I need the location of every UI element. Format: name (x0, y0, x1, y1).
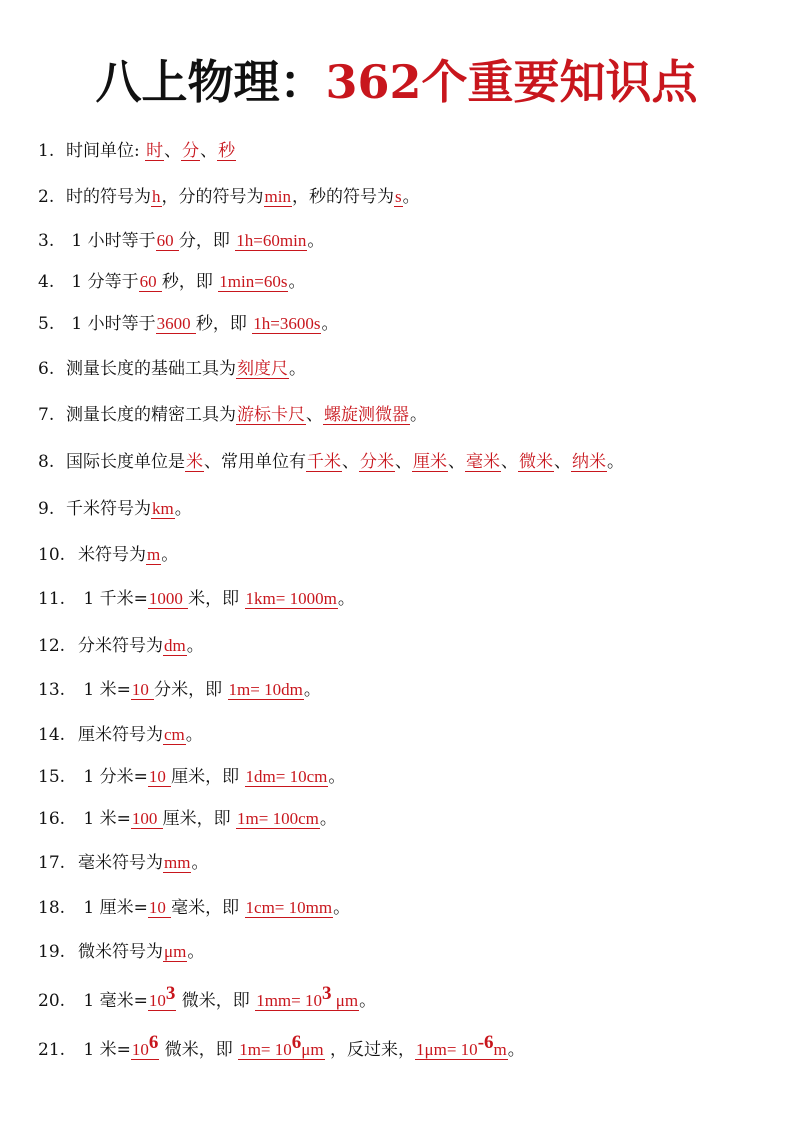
answer-blank (245, 767, 329, 787)
answer-blank (163, 725, 186, 745)
item-text: 千米符号为 (66, 499, 151, 519)
answer-blank (252, 314, 321, 334)
answer-text: 刻度尺 (237, 359, 288, 378)
answer-blank (238, 1032, 324, 1060)
list-item (38, 940, 204, 964)
answer-text: 米 (186, 452, 203, 471)
list-item (38, 403, 427, 427)
item-text: 米，即 (188, 589, 245, 609)
item-text: 。 (187, 942, 205, 962)
answer-blank (264, 187, 292, 207)
list-item (38, 765, 345, 789)
item-text: 。 (307, 231, 325, 251)
answer-text: 1min=60s (219, 272, 288, 291)
answer-text: 微米 (519, 452, 553, 471)
item-text: 。 (319, 809, 337, 829)
item-number: 17. (38, 853, 66, 873)
answer-blank (236, 809, 320, 829)
item-text: 、 (395, 452, 412, 472)
list-item (38, 185, 420, 209)
answer-blank (139, 272, 162, 292)
answer-text: 1m= 10 (239, 1040, 292, 1059)
item-text: 1 米= (78, 680, 131, 700)
item-text: 1 厘米= (78, 898, 148, 918)
item-number: 2. (38, 187, 55, 207)
answer-text: 10 (131, 680, 154, 699)
answer-blank (148, 767, 171, 787)
answer-text: km (152, 499, 174, 518)
answer-blank (359, 452, 395, 472)
item-text: 毫米符号为 (78, 853, 163, 873)
answer-blank (146, 545, 161, 565)
item-number: 6. (38, 359, 55, 379)
answer-text: 1μm= 10 (416, 1040, 478, 1059)
item-text: 、 (164, 141, 182, 161)
answer-exponent: -6 (477, 1032, 494, 1053)
answer-text: s (394, 187, 402, 206)
answer-blank (181, 141, 200, 161)
item-number: 3. (38, 231, 55, 251)
list-item (38, 139, 236, 163)
answer-text: 厘米 (413, 452, 447, 471)
answer-blank (228, 680, 304, 700)
item-text: 1 分米= (78, 767, 148, 787)
item-text: 。 (191, 853, 209, 873)
answer-text: 分 (182, 141, 200, 160)
item-number: 13. (38, 680, 66, 700)
answer-text: 1km= 1000m (245, 589, 337, 608)
item-text: 。 (359, 991, 377, 1011)
answer-blank (323, 405, 410, 425)
answer-exponent: 6 (148, 1032, 159, 1053)
title-highlight: 362个重要知识点 (325, 55, 698, 109)
item-text: 时间单位: (66, 141, 146, 161)
item-text: 毫米，即 (171, 898, 245, 918)
item-text: 厘米符号为 (78, 725, 163, 745)
list-item (38, 357, 306, 381)
item-text: 米符号为 (78, 545, 146, 565)
answer-blank (151, 187, 162, 207)
item-number: 18. (38, 898, 66, 918)
item-number: 7. (38, 405, 55, 425)
item-text: 。 (328, 767, 346, 787)
answer-text: 100 (131, 809, 162, 828)
item-text: 、 (306, 405, 323, 425)
item-text: 。 (402, 187, 420, 207)
item-text: 。 (321, 314, 339, 334)
item-text: 。 (607, 452, 624, 472)
answer-blank (245, 898, 334, 918)
item-text: 。 (507, 1040, 525, 1060)
list-item (38, 229, 324, 253)
item-text: 。 (337, 589, 355, 609)
answer-blank (151, 499, 175, 519)
item-text: 1 小时等于 (66, 231, 156, 251)
item-text: 1 米= (78, 1040, 131, 1060)
item-number: 21. (38, 1040, 66, 1060)
answer-text: 60 (156, 231, 178, 250)
item-number: 11. (38, 589, 66, 609)
list-item (38, 983, 377, 1013)
item-text: 厘米，即 (171, 767, 245, 787)
list-item (38, 543, 178, 567)
answer-unit: m (493, 1040, 507, 1059)
item-text: ，秒的符号为 (291, 187, 394, 207)
item-text: 1 千米= (78, 589, 148, 609)
list-item (38, 1032, 525, 1062)
answer-unit: μm (331, 991, 359, 1010)
answer-blank (163, 853, 191, 873)
answer-blank (156, 231, 179, 251)
item-text: 。 (186, 636, 204, 656)
answer-blank (255, 983, 359, 1011)
item-text: 。 (185, 725, 203, 745)
answer-text: 千米 (307, 452, 341, 471)
item-text: 测量长度的精密工具为 (66, 405, 236, 425)
item-number: 12. (38, 636, 66, 656)
page-title (0, 52, 793, 112)
list-item (38, 497, 192, 521)
answer-text: 1h=60min (236, 231, 307, 250)
item-text: 1 分等于 (66, 272, 139, 292)
answer-blank (148, 983, 177, 1011)
list-item (38, 312, 338, 336)
answer-exponent: 3 (321, 983, 332, 1004)
answer-blank (306, 452, 342, 472)
answer-exponent: 6 (291, 1032, 302, 1053)
answer-text: 1cm= 10mm (245, 898, 333, 917)
item-number: 1. (38, 141, 55, 161)
item-text: 、 (200, 141, 218, 161)
item-text: 1 小时等于 (66, 314, 156, 334)
answer-blank (148, 589, 188, 609)
item-text: 国际长度单位是 (66, 452, 185, 472)
answer-text: 1m= 10dm (228, 680, 303, 699)
answer-text: min (264, 187, 291, 206)
answer-blank (236, 405, 306, 425)
answer-blank (156, 314, 196, 334)
item-text: 厘米，即 (162, 809, 237, 829)
item-number: 5. (38, 314, 55, 334)
item-number: 14. (38, 725, 66, 745)
answer-unit: μm (301, 1040, 324, 1059)
item-number: 20. (38, 991, 66, 1011)
list-item (38, 587, 355, 611)
answer-blank (394, 187, 403, 207)
item-text: 分米，即 (154, 680, 228, 700)
item-text: 、 (342, 452, 359, 472)
title-main: 八上物理： (95, 55, 326, 109)
answer-text: 10 (148, 991, 166, 1010)
answer-text: 1dm= 10cm (245, 767, 328, 786)
item-text: 测量长度的基础工具为 (66, 359, 236, 379)
item-text: 。 (410, 405, 427, 425)
item-number: 9. (38, 499, 55, 519)
item-text: 微米符号为 (78, 942, 163, 962)
item-text: 。 (161, 545, 179, 565)
answer-text: 时 (146, 141, 164, 160)
item-number: 8. (38, 452, 55, 472)
answer-blank (465, 452, 501, 472)
item-text: 1 米= (78, 809, 131, 829)
list-item (38, 723, 203, 747)
item-text: 、 (554, 452, 571, 472)
answer-text: 1m= 100cm (237, 809, 319, 828)
item-text: 秒，即 (195, 314, 253, 334)
answer-blank (148, 898, 171, 918)
answer-blank (145, 141, 164, 161)
answer-blank (218, 272, 288, 292)
answer-blank (236, 359, 289, 379)
item-text: 分米符号为 (78, 636, 163, 656)
item-text: 微米，即 (176, 991, 256, 1011)
answer-blank (131, 1032, 160, 1060)
answer-blank (518, 452, 554, 472)
answer-text: μm (164, 942, 187, 961)
item-text: 微米，即 (159, 1040, 239, 1060)
answer-text: 1h=3600s (253, 314, 321, 333)
item-text: ，分的符号为 (161, 187, 264, 207)
list-item (38, 896, 350, 920)
item-text: 时的符号为 (66, 187, 151, 207)
item-text: 、 (501, 452, 518, 472)
answer-text: 分米 (360, 452, 394, 471)
item-text: 。 (174, 499, 192, 519)
answer-exponent: 3 (165, 983, 176, 1004)
answer-text: 10 (148, 898, 171, 917)
answer-text: cm (164, 725, 185, 744)
answer-blank (412, 452, 448, 472)
item-number: 4. (38, 272, 55, 292)
answer-blank (131, 809, 163, 829)
list-item (38, 851, 208, 875)
item-text: 。 (333, 898, 351, 918)
item-text: 秒，即 (161, 272, 219, 292)
answer-blank (163, 636, 187, 656)
answer-text: 1000 (148, 589, 188, 608)
answer-text: 游标卡尺 (237, 405, 305, 424)
item-text: 。 (303, 680, 321, 700)
answer-text: mm (164, 853, 191, 872)
item-text: 。 (289, 359, 306, 379)
answer-text: 秒 (218, 141, 236, 160)
item-number: 15. (38, 767, 66, 787)
item-number: 10. (38, 545, 66, 565)
answer-text: 10 (131, 1040, 149, 1059)
item-number: 19. (38, 942, 66, 962)
answer-text: 毫米 (466, 452, 500, 471)
list-item (38, 678, 321, 702)
answer-text: 螺旋测微器 (324, 405, 409, 424)
item-text: ，反过来， (324, 1040, 415, 1060)
answer-text: 10 (148, 767, 171, 786)
answer-blank (185, 452, 204, 472)
answer-text: h (152, 187, 161, 206)
answer-blank (131, 680, 154, 700)
item-text: 。 (288, 272, 306, 292)
list-item (38, 450, 624, 474)
answer-text: m (147, 545, 161, 564)
item-text: 、 (448, 452, 465, 472)
item-text: 1 毫米= (78, 991, 148, 1011)
list-item (38, 807, 337, 831)
answer-blank (163, 942, 187, 962)
answer-blank (415, 1032, 508, 1060)
answer-text: 3600 (156, 314, 195, 333)
list-item (38, 634, 204, 658)
answer-text: 60 (139, 272, 161, 291)
item-text: 分，即 (178, 231, 236, 251)
answer-text: dm (164, 636, 186, 655)
answer-blank (217, 141, 236, 161)
answer-text: 1mm= 10 (256, 991, 322, 1010)
answer-blank (235, 231, 307, 251)
item-number: 16. (38, 809, 66, 829)
answer-text: 纳米 (572, 452, 606, 471)
list-item (38, 270, 305, 294)
item-text: 、常用单位有 (204, 452, 306, 472)
answer-blank (245, 589, 338, 609)
answer-blank (571, 452, 607, 472)
